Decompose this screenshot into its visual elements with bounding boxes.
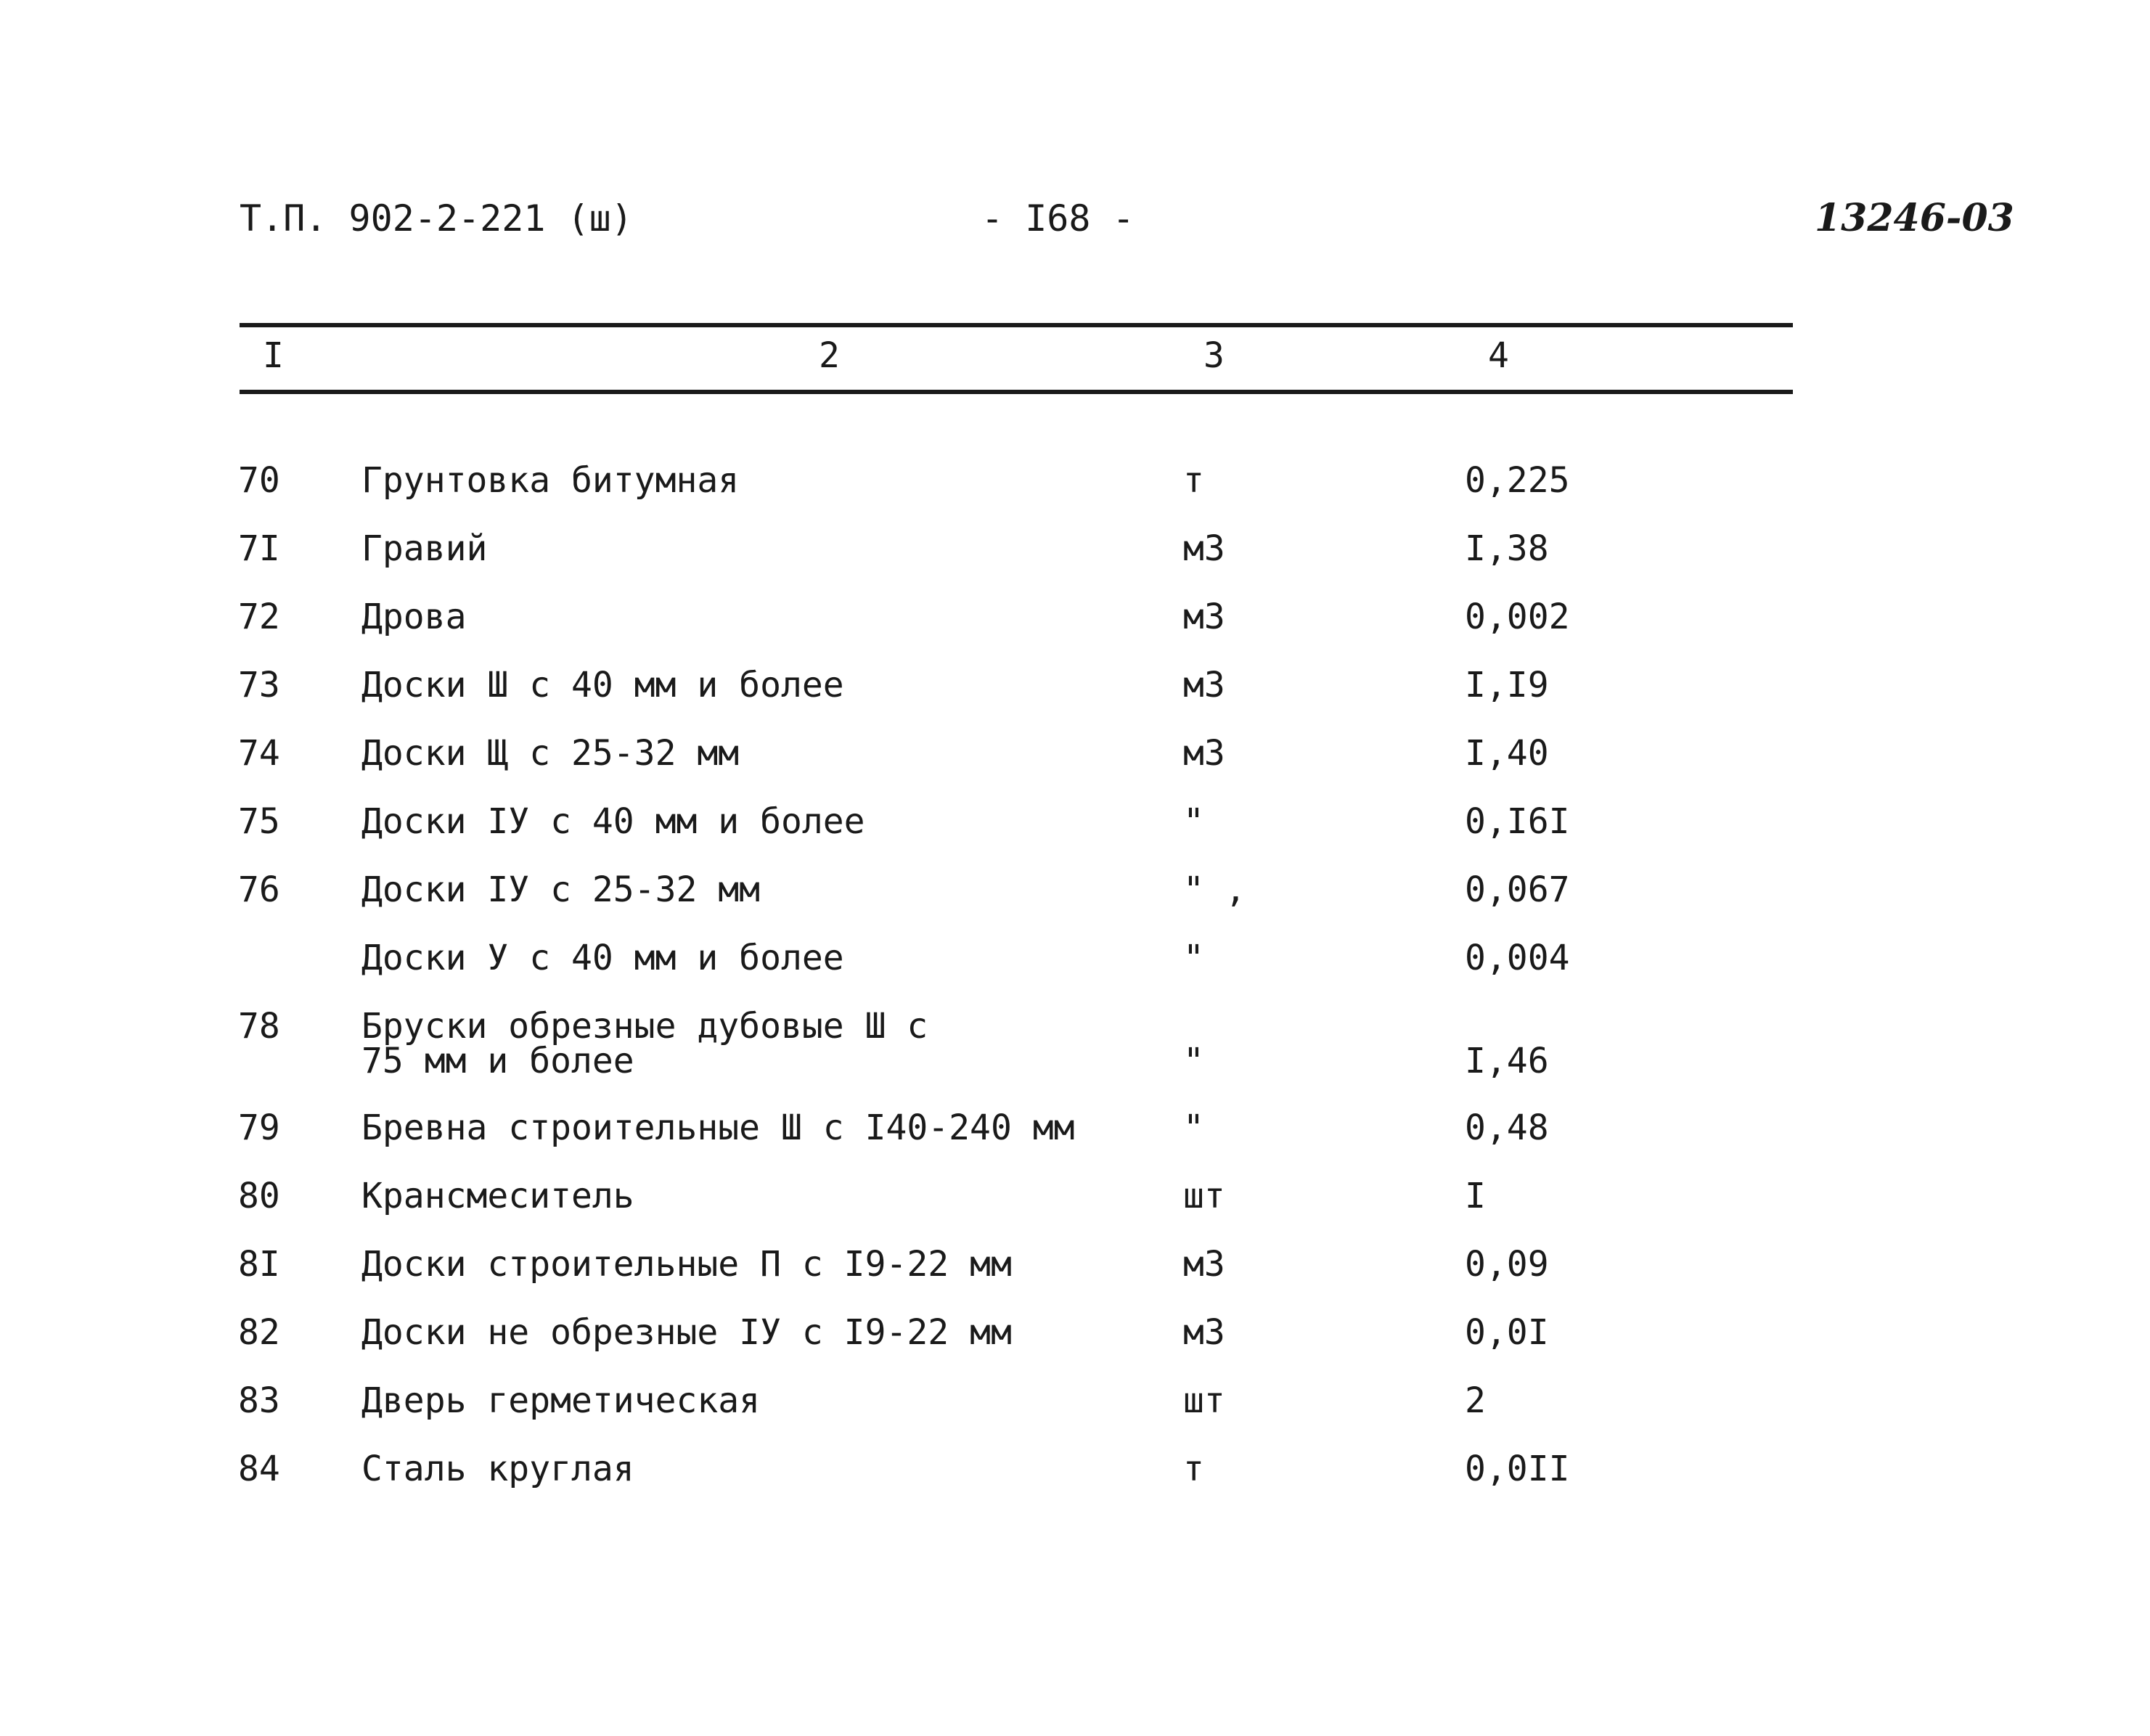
row-name: Доски не обрезные IУ с I9-22 мм	[361, 1312, 1012, 1353]
row-number: 7I	[238, 528, 280, 569]
row-number: 73	[238, 665, 280, 705]
row-name: Дверь герметическая	[361, 1380, 761, 1421]
table-row	[0, 801, 2150, 869]
row-quantity: I,38	[1465, 528, 1549, 569]
row-unit: м3	[1183, 733, 1225, 774]
row-quantity: 0,48	[1465, 1107, 1549, 1148]
table-row	[0, 599, 2150, 665]
row-name: Грунтовка битумная	[361, 460, 740, 501]
table-row	[0, 460, 2150, 528]
row-unit: м3	[1183, 1244, 1225, 1285]
row-quantity: 0,067	[1465, 869, 1570, 910]
row-name	[361, 1006, 928, 1081]
row-name: Крансмеситель	[361, 1176, 634, 1216]
table-row	[0, 1449, 2150, 1517]
row-quantity: I,I9	[1465, 665, 1549, 705]
row-unit: "	[1183, 938, 1204, 978]
table-row	[0, 528, 2150, 597]
table-header-rule	[240, 390, 1793, 394]
row-quantity: I,46	[1465, 1041, 1549, 1081]
sheet-code: 13246-03	[1815, 196, 2014, 240]
column-header-2: 2	[819, 335, 840, 376]
row-unit: шт	[1183, 1176, 1225, 1216]
row-name: Бревна строительные Ш с I40-240 мм	[361, 1107, 1075, 1148]
row-number: 76	[238, 869, 280, 910]
row-quantity: I,40	[1465, 733, 1549, 774]
table-row	[0, 1006, 2150, 1103]
table-row	[0, 1107, 2150, 1176]
row-number: 8I	[238, 1244, 280, 1285]
table-row	[0, 938, 2150, 1006]
table-top-rule	[240, 323, 1793, 327]
row-unit: м3	[1183, 597, 1225, 637]
row-number: 72	[238, 597, 280, 637]
row-name: Доски Щ с 25-32 мм	[361, 733, 740, 774]
column-header-4: 4	[1488, 335, 1509, 376]
row-quantity: 0,002	[1465, 597, 1570, 637]
table-row	[0, 733, 2150, 801]
row-name: Доски Ш с 40 мм и более	[361, 665, 844, 705]
column-header-3: 3	[1203, 335, 1225, 376]
row-name: Сталь круглая	[361, 1449, 634, 1489]
page-number: - I68 -	[981, 197, 1135, 239]
table-row	[0, 665, 2150, 733]
row-unit: т	[1183, 1449, 1204, 1489]
row-name: Доски У с 40 мм и более	[361, 938, 844, 978]
table-row	[0, 869, 2150, 938]
row-name-line1: Бруски обрезные дубовые Ш с	[361, 1006, 928, 1047]
row-name: Гравий	[361, 528, 488, 569]
row-unit: " ,	[1183, 869, 1246, 910]
row-name: Дрова	[361, 597, 467, 637]
row-number: 75	[238, 801, 280, 842]
table-row	[0, 1380, 2150, 1449]
table-row	[0, 1244, 2150, 1312]
row-quantity: 0,225	[1465, 460, 1570, 501]
row-name: Доски строительные П с I9-22 мм	[361, 1244, 1012, 1285]
row-quantity: 0,0I	[1465, 1312, 1549, 1353]
row-quantity: I	[1465, 1176, 1486, 1216]
row-quantity: 2	[1465, 1380, 1486, 1421]
row-quantity: 0,09	[1465, 1244, 1549, 1285]
row-unit: м3	[1183, 528, 1225, 569]
row-number: 70	[238, 460, 280, 501]
row-unit: т	[1183, 460, 1204, 501]
row-quantity: 0,004	[1465, 938, 1570, 978]
row-unit: м3	[1183, 665, 1225, 705]
row-name: Доски IУ с 40 мм и более	[361, 801, 865, 842]
table-row	[0, 1176, 2150, 1244]
row-unit: "	[1183, 1107, 1204, 1148]
row-unit: "	[1183, 801, 1204, 842]
row-quantity: 0,0II	[1465, 1449, 1570, 1489]
row-number: 80	[238, 1176, 280, 1216]
row-name-line2: 75 мм и более	[361, 1041, 634, 1081]
row-number: 83	[238, 1380, 280, 1421]
row-number: 82	[238, 1312, 280, 1353]
column-header-1: I	[263, 335, 284, 376]
row-name: Доски IУ с 25-32 мм	[361, 869, 761, 910]
row-unit: шт	[1183, 1380, 1225, 1421]
row-unit: м3	[1183, 1312, 1225, 1353]
table-row	[0, 1312, 2150, 1380]
row-quantity: 0,I6I	[1465, 801, 1570, 842]
document-code: Т.П. 902-2-221 (ш)	[240, 197, 633, 239]
row-number: 84	[238, 1449, 280, 1489]
row-number: 79	[238, 1107, 280, 1148]
row-number: 78	[238, 1006, 280, 1047]
row-unit: "	[1183, 1041, 1204, 1081]
row-number: 74	[238, 733, 280, 774]
